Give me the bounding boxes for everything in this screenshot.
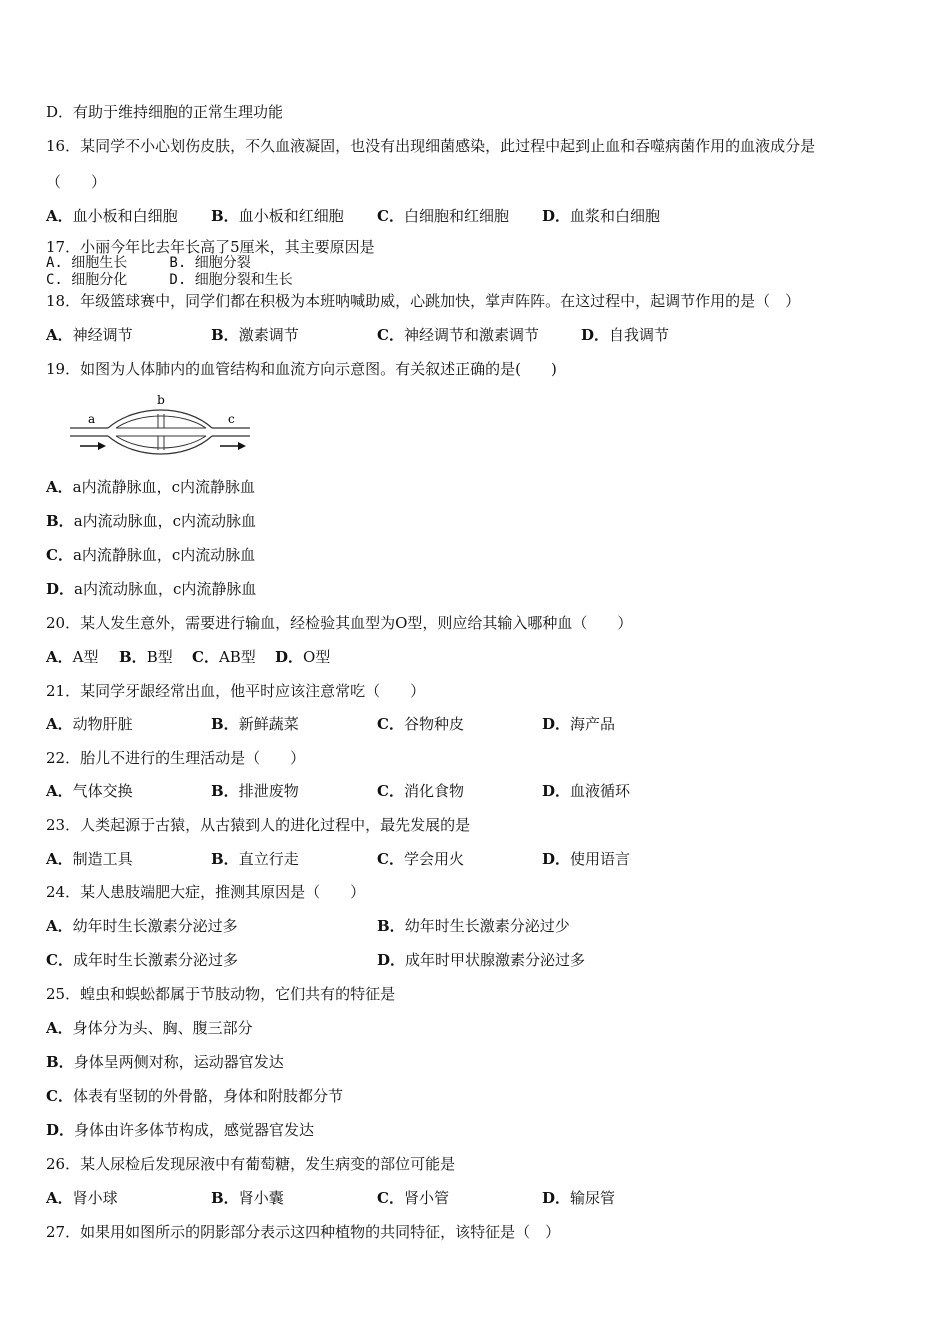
q17-options-row1[interactable]: A. 细胞生长 B. 细胞分裂 [46, 255, 251, 271]
q20-stem: 20．某人发生意外，需要进行输血，经检验其血型为O型，则应给其输入哪种血（ ） [46, 614, 633, 632]
q22-option-c[interactable]: C．消化食物 [377, 782, 464, 800]
q16-paren: （ ） [46, 173, 107, 191]
q20-option-d[interactable]: D．O型 [275, 648, 331, 666]
q23-stem: 23．人类起源于古猿，从古猿到人的进化过程中，最先发展的是 [46, 816, 471, 834]
q16-option-a[interactable]: A．血小板和白细胞 [46, 207, 178, 225]
q24-option-d[interactable]: D．成年时甲状腺激素分泌过多 [377, 951, 586, 969]
q25-option-a[interactable]: A．身体分为头、胸、腹三部分 [46, 1019, 253, 1037]
q24-option-a[interactable]: A．幼年时生长激素分泌过多 [46, 917, 238, 935]
q22-stem: 22．胎儿不进行的生理活动是（ ） [46, 749, 306, 767]
q16-stem: 16．某同学不小心划伤皮肤，不久血液凝固，也没有出现细菌感染，此过程中起到止血和吞噬病菌作用的血液成分是 [46, 137, 816, 155]
q20-option-c[interactable]: C．AB型 [192, 648, 256, 666]
q22-option-b[interactable]: B．排泄废物 [211, 782, 299, 800]
q20-option-a[interactable]: A．A型 [46, 648, 99, 666]
q21-option-b[interactable]: B．新鲜蔬菜 [211, 715, 299, 733]
q19-option-d[interactable]: D．a内流动脉血，c内流静脉血 [46, 580, 257, 598]
q20-option-b[interactable]: B．B型 [119, 648, 173, 666]
q24-stem: 24．某人患肢端肥大症，推测其原因是（ ） [46, 883, 366, 901]
q23-option-b[interactable]: B．直立行走 [211, 850, 299, 868]
q26-option-a[interactable]: A．肾小球 [46, 1189, 118, 1207]
q24-option-c[interactable]: C．成年时生长激素分泌过多 [46, 951, 238, 969]
q19-option-b[interactable]: B．a内流动脉血，c内流动脉血 [46, 512, 257, 530]
q26-option-c[interactable]: C．肾小管 [377, 1189, 449, 1207]
q18-stem: 18．年级篮球赛中，同学们都在积极为本班呐喊助威，心跳加快，掌声阵阵。在这过程中，起调节作用的是（ ） [46, 292, 801, 310]
q21-option-d[interactable]: D．海产品 [542, 715, 616, 733]
q23-option-c[interactable]: C．学会用火 [377, 850, 464, 868]
q19-option-c[interactable]: C．a内流静脉血，c内流动脉血 [46, 546, 256, 564]
q17-stem: 17．小丽今年比去年长高了5厘米，其主要原因是 [46, 238, 375, 256]
q16-option-c[interactable]: C．白细胞和红细胞 [377, 207, 509, 225]
q27-stem: 27．如果用如图所示的阴影部分表示这四种植物的共同特征，该特征是（ ） [46, 1223, 561, 1241]
q23-option-a[interactable]: A．制造工具 [46, 850, 133, 868]
q25-option-b[interactable]: B．身体呈两侧对称，运动器官发达 [46, 1053, 284, 1071]
q26-stem: 26．某人尿检后发现尿液中有葡萄糖，发生病变的部位可能是 [46, 1155, 456, 1173]
q26-option-d[interactable]: D．输尿管 [542, 1189, 616, 1207]
label-a: a [88, 412, 96, 426]
q18-option-d[interactable]: D．自我调节 [581, 326, 670, 344]
q18-option-b[interactable]: B．激素调节 [211, 326, 299, 344]
q16-option-d[interactable]: D．血浆和白细胞 [542, 207, 661, 225]
q21-stem: 21．某同学牙龈经常出血，他平时应该注意常吃（ ） [46, 682, 426, 700]
label-b: b [157, 393, 165, 407]
q24-option-b[interactable]: B．幼年时生长激素分泌过少 [377, 917, 570, 935]
q19-option-a[interactable]: A．a内流静脉血，c内流静脉血 [46, 478, 255, 496]
q21-option-c[interactable]: C．谷物种皮 [377, 715, 464, 733]
q18-option-c[interactable]: C．神经调节和激素调节 [377, 326, 539, 344]
q15-option-d: D．有助于维持细胞的正常生理功能 [46, 103, 284, 121]
blood-vessel-diagram [66, 392, 256, 460]
q23-option-d[interactable]: D．使用语言 [542, 850, 631, 868]
q25-option-c[interactable]: C．体表有坚韧的外骨骼，身体和附肢都分节 [46, 1087, 343, 1105]
q21-option-a[interactable]: A．动物肝脏 [46, 715, 133, 733]
q26-option-b[interactable]: B．肾小囊 [211, 1189, 284, 1207]
q16-option-b[interactable]: B．血小板和红细胞 [211, 207, 344, 225]
q25-stem: 25．蝗虫和蜈蚣都属于节肢动物，它们共有的特征是 [46, 985, 396, 1003]
q25-option-d[interactable]: D．身体由许多体节构成，感觉器官发达 [46, 1121, 315, 1139]
q22-option-d[interactable]: D．血液循环 [542, 782, 631, 800]
q17-options-row2[interactable]: C. 细胞分化 D. 细胞分裂和生长 [46, 272, 293, 288]
label-c: c [228, 412, 235, 426]
q18-option-a[interactable]: A．神经调节 [46, 326, 133, 344]
q22-option-a[interactable]: A．气体交换 [46, 782, 133, 800]
q19-stem: 19．如图为人体肺内的血管结构和血流方向示意图。有关叙述正确的是( ) [46, 360, 557, 378]
